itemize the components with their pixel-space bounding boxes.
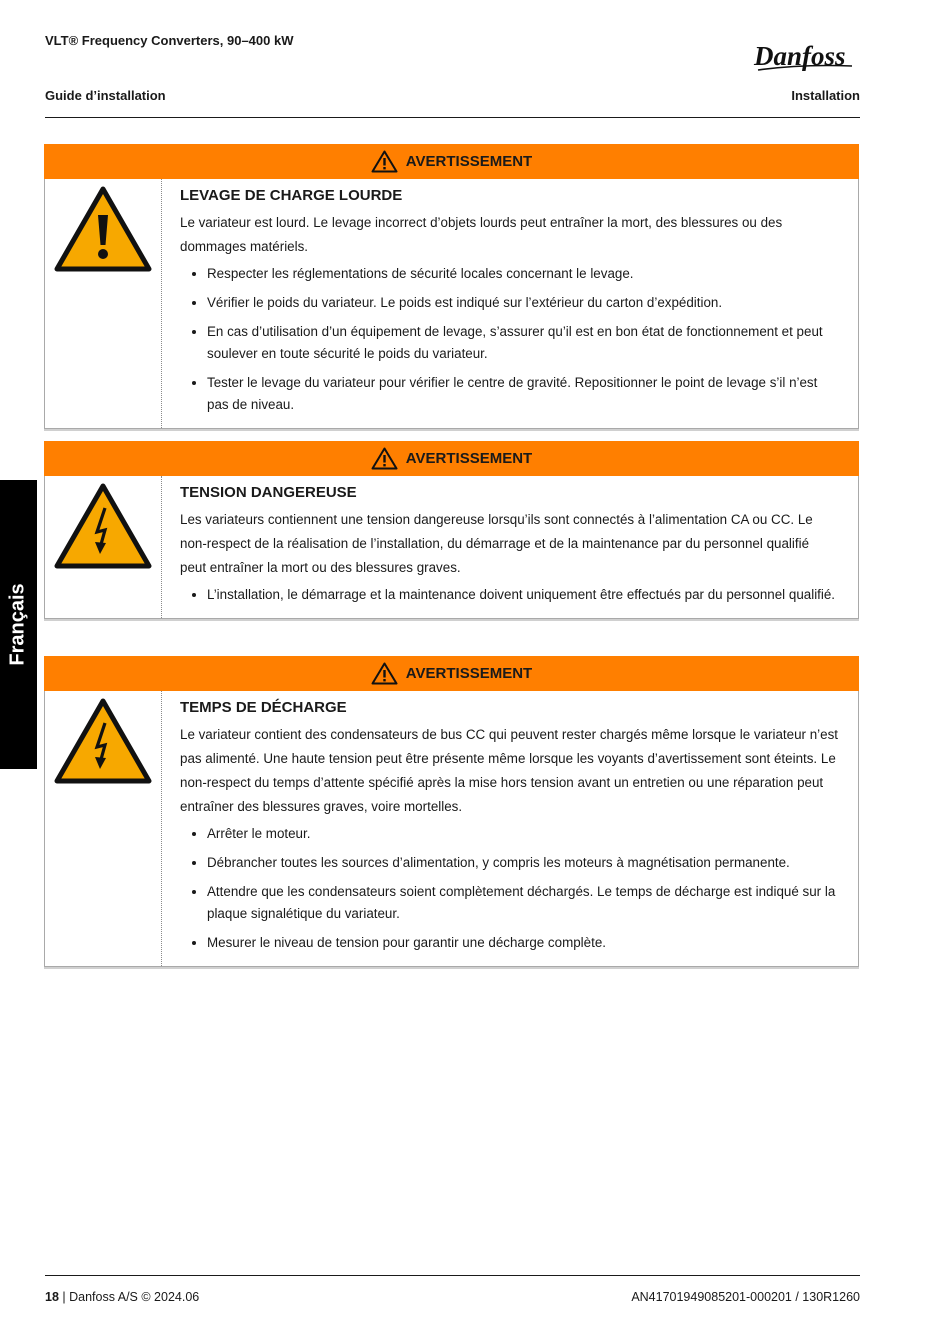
warning-triangle-icon (371, 447, 398, 470)
warning-triangle-icon (371, 662, 398, 685)
warning-bullet-list (180, 822, 838, 954)
footer-page-info (45, 1290, 199, 1304)
footer-doc-code: AN41701949085201-000201 / 130R1260 (631, 1290, 860, 1304)
warning-banner-label: AVERTISSEMENT (405, 153, 533, 170)
footer-divider (45, 1275, 860, 1276)
warning-box-voltage (44, 441, 859, 619)
list-item: • Respecter les réglementations de sécurité locales concernant le levage. (207, 262, 838, 285)
product-title: VLT® Frequency Converters, 90–400 kW (45, 33, 294, 48)
high-voltage-icon (53, 482, 153, 570)
danfoss-logo (752, 38, 856, 76)
warning-box-lifting (44, 144, 859, 429)
general-warning-icon (53, 185, 153, 273)
warning-banner (44, 441, 859, 476)
warning-banner (44, 656, 859, 691)
svg-text:Danfoss: Danfoss (754, 41, 846, 71)
warning-banner (44, 144, 859, 179)
list-item: • Arrêter le moteur. (207, 822, 838, 845)
high-voltage-icon (53, 697, 153, 785)
page-number: 18 (45, 1290, 59, 1304)
language-label: Français (7, 583, 30, 666)
warning-title: LEVAGE DE CHARGE LOURDE (180, 187, 403, 204)
list-item: • Débrancher toutes les sources d’alimentation, y compris les moteurs à magnétisation permanente. (207, 851, 838, 874)
warning-text: Le variateur contient des condensateurs de bus CC qui peuvent rester chargés même lorsque le variateur n’est pas alimenté. Une haute tension peut être présente même lorsque les voyants d’avertissement sont éteints. Le non-respect du temps d’attente spécifié après la mise hors tension avant un entretien ou une réparation peut entraîner des blessures graves, voire mortelles. (180, 727, 838, 814)
guide-title: Guide d’installation (45, 88, 166, 103)
language-tab (0, 480, 37, 769)
warning-bullet-list (180, 583, 838, 606)
warning-triangle-icon (371, 150, 398, 173)
warning-banner-label: AVERTISSEMENT (405, 450, 533, 467)
list-item: • Tester le levage du variateur pour vérifier le centre de gravité. Repositionner le point de levage s’il n’est pas de niveau. (207, 371, 838, 416)
header-divider (45, 117, 860, 118)
warning-title: TEMPS DE DÉCHARGE (180, 699, 347, 716)
warning-bullet-list (180, 262, 838, 416)
warning-text: Le variateur est lourd. Le levage incorrect d’objets lourds peut entraîner la mort, des blessures ou des dommages matériels. (180, 215, 783, 254)
list-item: • Attendre que les condensateurs soient complètement déchargés. Le temps de décharge est indiqué sur la plaque signalétique du variateur. (207, 880, 838, 925)
list-item: • Mesurer le niveau de tension pour garantir une décharge complète. (207, 931, 838, 954)
warning-text: Les variateurs contiennent une tension dangereuse lorsqu’ils sont connectés à l’alimentation CA ou CC. Le non-respect de la réalisation de l’installation, du démarrage et de la maintenance par du personnel qualifié peut entraîner la mort ou des blessures graves. (180, 512, 813, 575)
footer-publisher: | Danfoss A/S © 2024.06 (58, 1290, 200, 1304)
list-item: • L’installation, le démarrage et la maintenance doivent uniquement être effectués par du personnel qualifié. (207, 583, 838, 606)
section-title: Installation (791, 88, 860, 103)
warning-banner-label: AVERTISSEMENT (405, 665, 533, 682)
warning-title: TENSION DANGEREUSE (180, 484, 357, 501)
list-item: • Vérifier le poids du variateur. Le poids est indiqué sur l’extérieur du carton d’expédition. (207, 291, 838, 314)
list-item: • En cas d’utilisation d’un équipement de levage, s’assurer qu’il est en bon état de fonctionnement et peut soulever en toute sécurité le poids du variateur. (207, 320, 838, 365)
warning-box-discharge (44, 656, 859, 967)
